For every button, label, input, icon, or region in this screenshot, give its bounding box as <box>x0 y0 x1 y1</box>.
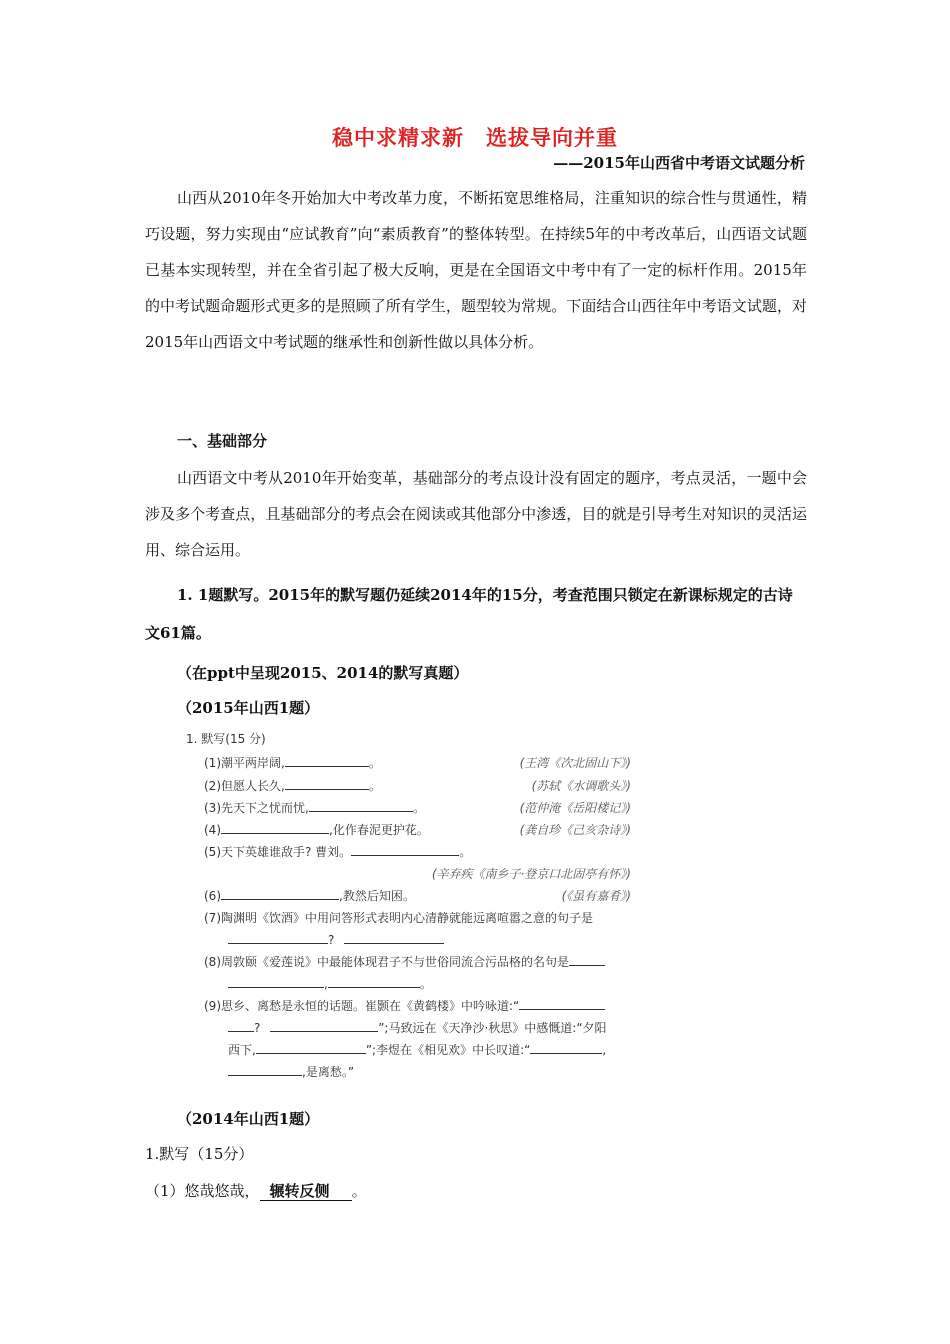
question-text: , <box>602 1043 607 1057</box>
question-text: ,是离愁。” <box>302 1065 355 1079</box>
source-citation: (龚自珍《己亥杂诗》) <box>519 823 631 837</box>
source-citation: (《虽有嘉肴》) <box>561 889 631 903</box>
exam-question <box>204 777 631 794</box>
document-title: 稳中求精求新 选拔导向并重 <box>332 125 618 150</box>
answer-blank <box>228 975 324 988</box>
question-text: 。 <box>351 1182 367 1200</box>
question-text: (8)周敦颐《爱莲说》中最能体现君子不与世俗同流合污品格的名句是 <box>204 955 570 969</box>
source-citation: (王湾《次北固山下》) <box>519 756 631 770</box>
exam-question <box>204 909 631 926</box>
answer-blank <box>221 887 339 900</box>
exam-question-continued <box>228 975 631 992</box>
question-text: ? <box>254 1021 261 1035</box>
answer-blank <box>344 931 444 944</box>
exam-2014-header: 1.默写（15分） <box>145 1145 254 1163</box>
filled-answer: 辗转反侧 <box>260 1182 352 1201</box>
question-text: 西下, <box>228 1043 256 1057</box>
question-text: (6) <box>204 889 221 903</box>
ppt-note: （在ppt中呈现2015、2014的默写真题） <box>177 664 469 682</box>
question-text: (4) <box>204 823 221 837</box>
answer-blank <box>228 1063 302 1076</box>
answer-blank <box>351 843 459 856</box>
question-text: 。 <box>412 801 425 815</box>
exam-question <box>204 754 631 771</box>
exam-question <box>204 997 631 1014</box>
answer-blank <box>285 754 369 767</box>
question-text: ,教然后知困。 <box>339 889 415 903</box>
label-2015: （2015年山西1题） <box>177 699 320 717</box>
answer-blank <box>285 777 369 790</box>
exam-question <box>204 953 631 970</box>
question-text: (7)陶渊明《饮酒》中用问答形式表明内心清静就能远离喧嚣之意的句子是 <box>204 911 594 925</box>
question-text: ,化作春泥更护花。 <box>329 823 429 837</box>
question-text: (5)天下英雄谁敌手? 曹刘。 <box>204 845 352 859</box>
section-paragraph-basics: 山西语文中考从2010年开始变革，基础部分的考点设计没有固定的题序，考点灵活，一题中会涉及多个考查点，且基础部分的考点会在阅读或其他部分中渗透，目的就是引导考生对知识的灵活运用、综合运用。 <box>145 469 807 559</box>
answer-blank <box>270 1019 378 1032</box>
intro-paragraph: 山西从2010年冬开始加大中考改革力度，不断拓宽思维格局，注重知识的综合性与贯通性，精巧设题，努力实现由“应试教育”向“素质教育”的整体转型。在持续5年的中考改革后，山西语文试题已基本实现转型，并在全省引起了极大反响，更是在全国语文中考中有了一定的标杆作用。2015年的中考试题命题形式更多的是照顾了所有学生，题型较为常规。下面结合山西往年中考语文试题，对2015年山西语文中考试题的继承性和创新性做以具体分析。 <box>145 189 807 351</box>
exam-question-continued <box>228 931 631 947</box>
question-text: (3)先天下之忧而忧, <box>204 801 309 815</box>
question-text: (1)潮平两岸阔, <box>204 756 285 770</box>
answer-blank <box>328 975 420 988</box>
document-subtitle: ——2015年山西省中考语文试题分析 <box>553 154 805 172</box>
answer-blank <box>221 821 329 834</box>
source-citation: (苏轼《水调歌头》) <box>531 779 631 793</box>
item-1-paragraph: 1. 1题默写。2015年的默写题仍延续2014年的15分，考查范围只锁定在新课标规定的古诗文61篇。 <box>145 586 793 642</box>
answer-blank <box>309 799 413 812</box>
question-text: 。 <box>419 977 432 991</box>
exam-header: 1. 默写(15 分) <box>186 732 266 746</box>
question-text: , <box>324 977 328 991</box>
answer-blank <box>519 997 605 1010</box>
exam-2014-question-1 <box>145 1180 367 1201</box>
question-text: ”;马致远在《天净沙·秋思》中感慨道:“夕阳 <box>378 1021 607 1035</box>
question-text: ”;李煜在《相见欢》中长叹道:“ <box>365 1043 531 1057</box>
exam-question-continued <box>228 1063 631 1080</box>
exam-question <box>204 843 631 860</box>
source-citation: (辛弃疾《南乡子·登京口北固亭有怀》) <box>431 867 631 881</box>
exam-question <box>204 821 631 838</box>
question-text: (9)思乡、离愁是永恒的话题。崔颢在《黄鹤楼》中吟咏道:“ <box>204 999 520 1013</box>
question-text: （1）悠哉悠哉， <box>145 1182 260 1200</box>
exam-question <box>204 799 631 816</box>
answer-blank <box>569 953 605 966</box>
question-text: 。 <box>368 779 381 793</box>
question-text: (2)但愿人长久, <box>204 779 285 793</box>
answer-blank <box>228 1019 254 1032</box>
exam-question-continued <box>228 1041 631 1058</box>
label-2014: （2014年山西1题） <box>177 1110 320 1128</box>
exam-question <box>204 887 631 904</box>
source-citation: (范仲淹《岳阳楼记》) <box>519 801 631 815</box>
answer-blank <box>256 1041 366 1054</box>
question-text: ? <box>328 933 335 947</box>
section-heading-basics: 一、基础部分 <box>177 432 268 450</box>
question-text: 。 <box>368 756 381 770</box>
exam-question-continued <box>228 1019 631 1036</box>
question-text: 。 <box>459 845 472 859</box>
answer-blank <box>530 1041 602 1054</box>
answer-blank <box>228 931 328 944</box>
